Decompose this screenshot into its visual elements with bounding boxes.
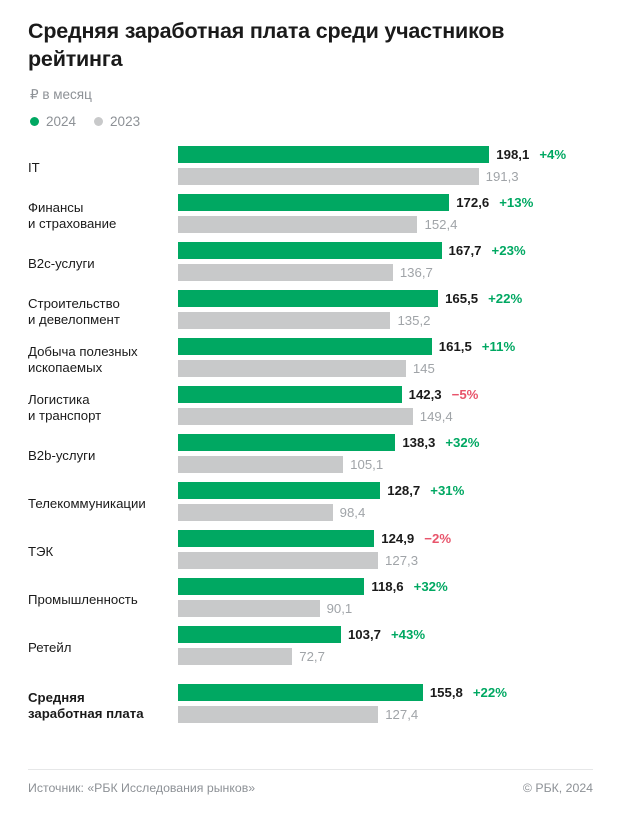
bar-2023 (178, 264, 393, 281)
delta-label: −2% (424, 531, 452, 547)
category-label: Логистика и транспорт (28, 392, 102, 424)
category-label: B2c-услуги (28, 256, 95, 272)
chart-row (28, 193, 593, 239)
delta-label: +22% (472, 685, 507, 701)
delta-label: +23% (491, 243, 526, 259)
category-label: Промышленность (28, 592, 138, 608)
bar-value-2024: 118,6 (371, 579, 404, 595)
bar-2024 (178, 530, 374, 547)
bar-group (178, 482, 593, 526)
bar-line-2024 (178, 684, 593, 701)
category-label: IT (28, 160, 40, 176)
copyright-label: © РБК, 2024 (522, 781, 593, 795)
category-label: Средняя заработная плата (28, 690, 144, 722)
bar-group (178, 146, 593, 190)
delta-label: +11% (481, 339, 516, 355)
bar-group (178, 290, 593, 334)
bar-line-2024 (178, 578, 593, 595)
bar-value-2023: 149,4 (419, 409, 453, 425)
bar-2024 (178, 290, 438, 307)
bar-group (178, 626, 593, 670)
bar-group (178, 194, 593, 238)
bar-line-2023 (178, 552, 593, 569)
bar-2023 (178, 408, 413, 425)
bar-value-2023: 152,4 (424, 217, 458, 233)
delta-label: +22% (488, 291, 523, 307)
bar-2023 (178, 168, 479, 185)
units-label: ₽ в месяц (30, 87, 92, 103)
bar-2023 (178, 312, 390, 329)
bar-2024 (178, 434, 395, 451)
bar-line-2023 (178, 648, 593, 665)
bar-line-2023 (178, 408, 593, 425)
bar-2024 (178, 482, 380, 499)
bar-2023 (178, 456, 343, 473)
delta-label: +4% (539, 147, 567, 163)
bar-2024 (178, 578, 364, 595)
source-label: Источник: «РБК Исследования рынков» (28, 781, 256, 795)
bar-2023 (178, 216, 417, 233)
bar-line-2024 (178, 386, 593, 403)
bar-2023 (178, 648, 292, 665)
chart-row (28, 241, 593, 287)
chart-row (28, 385, 593, 431)
bar-line-2024 (178, 242, 593, 259)
bar-value-2024: 128,7 (387, 483, 421, 499)
delta-label: +32% (445, 435, 480, 451)
bar-line-2023 (178, 504, 593, 521)
chart-row (28, 481, 593, 527)
bar-value-2023: 105,1 (350, 457, 384, 473)
legend-dot-2024 (30, 117, 39, 126)
bar-2023 (178, 504, 333, 521)
category-label: Телекоммуникации (28, 496, 146, 512)
chart-row (28, 625, 593, 671)
chart-row (28, 433, 593, 479)
chart-row-total (28, 683, 593, 729)
bar-value-2023: 72,7 (299, 649, 325, 665)
bar-value-2024: 165,5 (445, 291, 479, 307)
bar-2024 (178, 194, 449, 211)
bar-value-2023: 191,3 (485, 169, 519, 185)
bar-value-2023: 127,4 (385, 707, 419, 723)
bar-value-2024: 124,9 (381, 531, 415, 547)
bar-2023 (178, 552, 378, 569)
bar-line-2024 (178, 482, 593, 499)
chart-footer (28, 769, 593, 795)
category-label: Финансы и страхование (28, 200, 117, 232)
bar-value-2023: 127,3 (385, 553, 419, 569)
bar-value-2024: 138,3 (402, 435, 436, 451)
legend-dot-2023 (94, 117, 103, 126)
bar-value-2024: 167,7 (448, 243, 482, 259)
bar-group (178, 684, 593, 728)
bar-value-2024: 103,7 (347, 627, 381, 643)
chart-row (28, 529, 593, 575)
bar-2024 (178, 684, 423, 701)
bar-value-2023: 90,1 (326, 601, 353, 617)
bar-2024 (178, 338, 432, 355)
chart-legend (30, 114, 593, 129)
category-label: Добыча полезных ископаемых (28, 344, 138, 376)
bar-group (178, 530, 593, 574)
delta-label: +13% (499, 195, 534, 211)
category-label: ТЭК (28, 544, 54, 560)
bar-line-2024 (178, 530, 593, 547)
bar-line-2024 (178, 146, 593, 163)
bar-group (178, 434, 593, 478)
bar-value-2023: 135,2 (397, 313, 431, 329)
delta-label: −5% (451, 387, 479, 403)
bar-group (178, 578, 593, 622)
chart-row (28, 337, 593, 383)
bar-line-2024 (178, 434, 593, 451)
category-label: B2b-услуги (28, 448, 96, 464)
chart-row (28, 577, 593, 623)
bar-value-2023: 136,7 (399, 265, 433, 281)
category-label: Ретейл (28, 640, 72, 656)
page-title: Средняя заработная плата среди участников рейтинга (28, 19, 505, 71)
bar-2023 (178, 360, 406, 377)
bar-2024 (178, 146, 489, 163)
bar-line-2023 (178, 360, 593, 377)
bar-line-2024 (178, 338, 593, 355)
bar-group (178, 386, 593, 430)
delta-label: +32% (413, 579, 448, 595)
bar-line-2024 (178, 290, 593, 307)
bar-line-2023 (178, 216, 593, 233)
bar-value-2024: 198,1 (496, 147, 530, 163)
chart-row (28, 289, 593, 335)
legend-item-2024 (30, 114, 76, 129)
category-label: Строительство и девелопмент (28, 296, 120, 328)
delta-label: +43% (390, 627, 426, 643)
bar-2024 (178, 626, 341, 643)
bar-line-2024 (178, 626, 593, 643)
legend-label-2024: 2024 (46, 114, 77, 130)
bar-line-2023 (178, 456, 593, 473)
bar-value-2024: 155,8 (429, 685, 463, 701)
bar-value-2024: 142,3 (408, 387, 442, 403)
bar-2023 (178, 706, 378, 723)
bar-group (178, 242, 593, 286)
bar-group (178, 338, 593, 382)
bar-line-2023 (178, 706, 593, 723)
legend-item-2023 (94, 114, 140, 129)
bar-value-2023: 98,4 (339, 505, 366, 521)
bar-2023 (178, 600, 320, 617)
legend-label-2023: 2023 (110, 114, 141, 130)
chart-row (28, 145, 593, 191)
bar-line-2023 (178, 264, 593, 281)
bar-value-2023: 145 (412, 361, 435, 377)
bar-line-2023 (178, 312, 593, 329)
bar-2024 (178, 242, 442, 259)
bar-value-2024: 161,5 (438, 339, 472, 355)
bar-2024 (178, 386, 402, 403)
delta-label: +31% (430, 483, 465, 499)
bar-value-2024: 172,6 (456, 195, 490, 211)
bar-line-2023 (178, 168, 593, 185)
bar-chart (28, 145, 593, 729)
bar-line-2024 (178, 194, 593, 211)
bar-line-2023 (178, 600, 593, 617)
